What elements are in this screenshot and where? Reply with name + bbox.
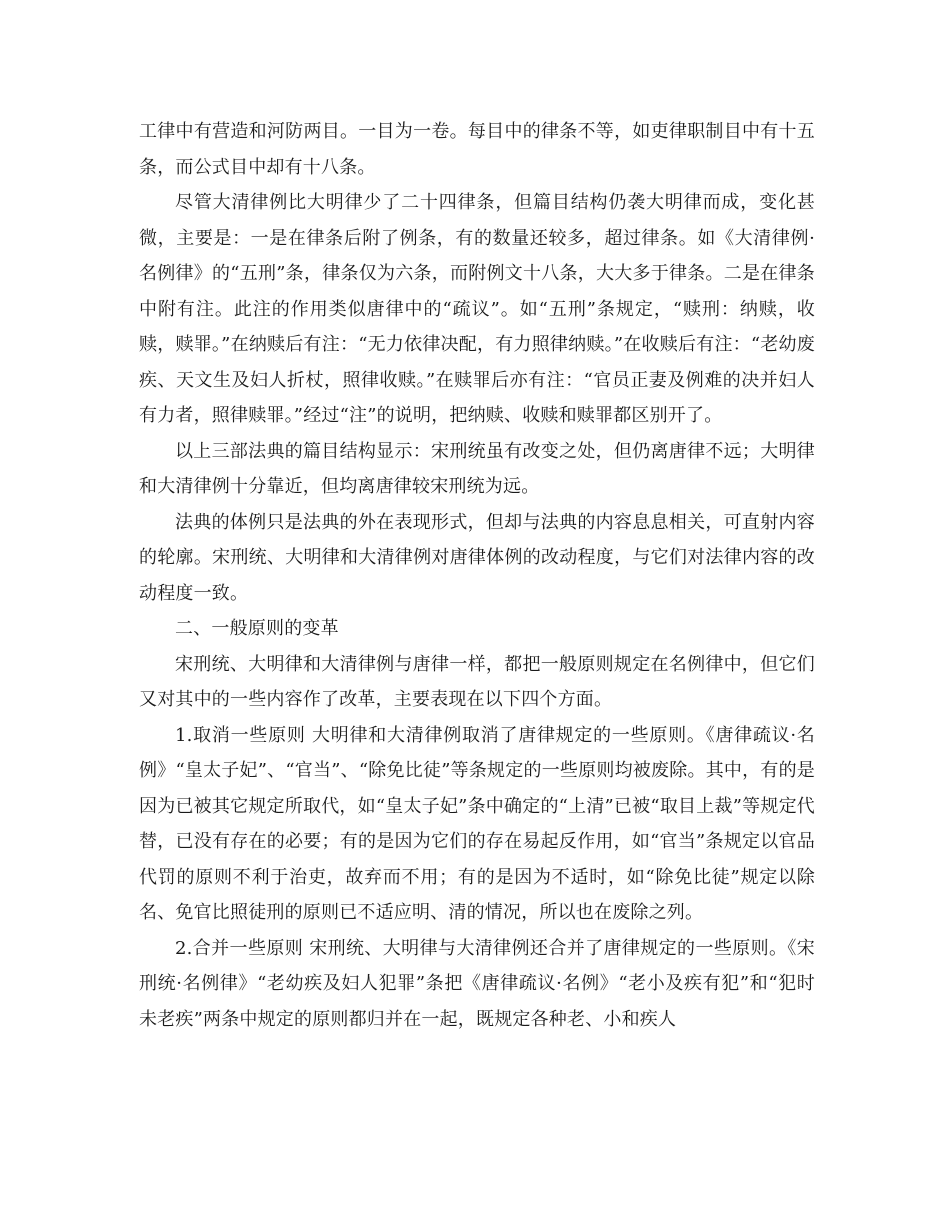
paragraph-qing-code-structure: 尽管大清律例比大明律少了二十四律条，但篇目结构仍袭大明律而成，变化甚微，主要是：一是在律条后附了例条，有的数量还较多，超过律条。如《大清律例·名例律》的“五刑”条，律条仅为六条，而附例文十八条，大大多于律条。二是在律条中附有注。此注的作用类似唐律中的“疏议”。如“五刑”条规定，“赎刑：纳赎，收赎，赎罪。”在纳赎后有注：“无力依律决配，有力照律纳赎。”在收赎后有注：“老幼废疾、天文生及妇人折杖，照律收赎。”在赎罪后亦有注：“官员正妻及例难的决并妇人有力者，照律赎罪。”经过“注”的说明，把纳赎、收赎和赎罪都区别开了。 bbox=[139, 192, 815, 426]
paragraph-general-principles: 宋刑统、大明律和大清律例与唐律一样，都把一般原则规定在名例律中，但它们又对其中的一些内容作了改革，主要表现在以下四个方面。 bbox=[139, 653, 815, 710]
paragraph-three-codes-summary: 以上三部法典的篇目结构显示：宋刑统虽有改变之处，但仍离唐律不远；大明律和大清律例十分靠近，但均离唐律较宋刑统为远。 bbox=[139, 440, 815, 497]
paragraph-merge-principles: 2.合并一些原则 宋刑统、大明律与大清律例还合并了唐律规定的一些原则。《宋刑统·名例律》“老幼疾及妇人犯罪”条把《唐律疏议·名例》“老小及疾有犯”和“犯时未老疾”两条中规定的原则都归并在一起，既规定各种老、小和疾人 bbox=[139, 937, 815, 1030]
section-heading: 二、一般原则的变革 bbox=[175, 618, 339, 639]
paragraph-abolish-principles: 1.取消一些原则 大明律和大清律例取消了唐律规定的一些原则。《唐律疏议·名例》“皇太子妃”、“官当”、“除免比徒”等条规定的一些原则均被废除。其中，有的是因为已被其它规定所取代，如“皇太子妃”条中确定的“上清”已被“取目上裁”等规定代替，已没有存在的必要；有的是因为它们的存在易起反作用，如“官当”条规定以官品代罚的原则不利于治吏，故弃而不用；有的是因为不适时，如“除免比徒”规定以除名、免官比照徒刑的原则已不适应明、清的情况，所以也在废除之列。 bbox=[139, 724, 815, 923]
body-text bbox=[139, 114, 815, 1037]
paragraph-continuation: 工律中有营造和河防两目。一目为一卷。每目中的律条不等，如吏律职制目中有十五条，而公式目中却有十八条。 bbox=[139, 121, 815, 178]
paragraph-code-format: 法典的体例只是法典的外在表现形式，但却与法典的内容息息相关，可直射内容的轮廓。宋刑统、大明律和大清律例对唐律体例的改动程度，与它们对法律内容的改动程度一致。 bbox=[139, 511, 815, 604]
